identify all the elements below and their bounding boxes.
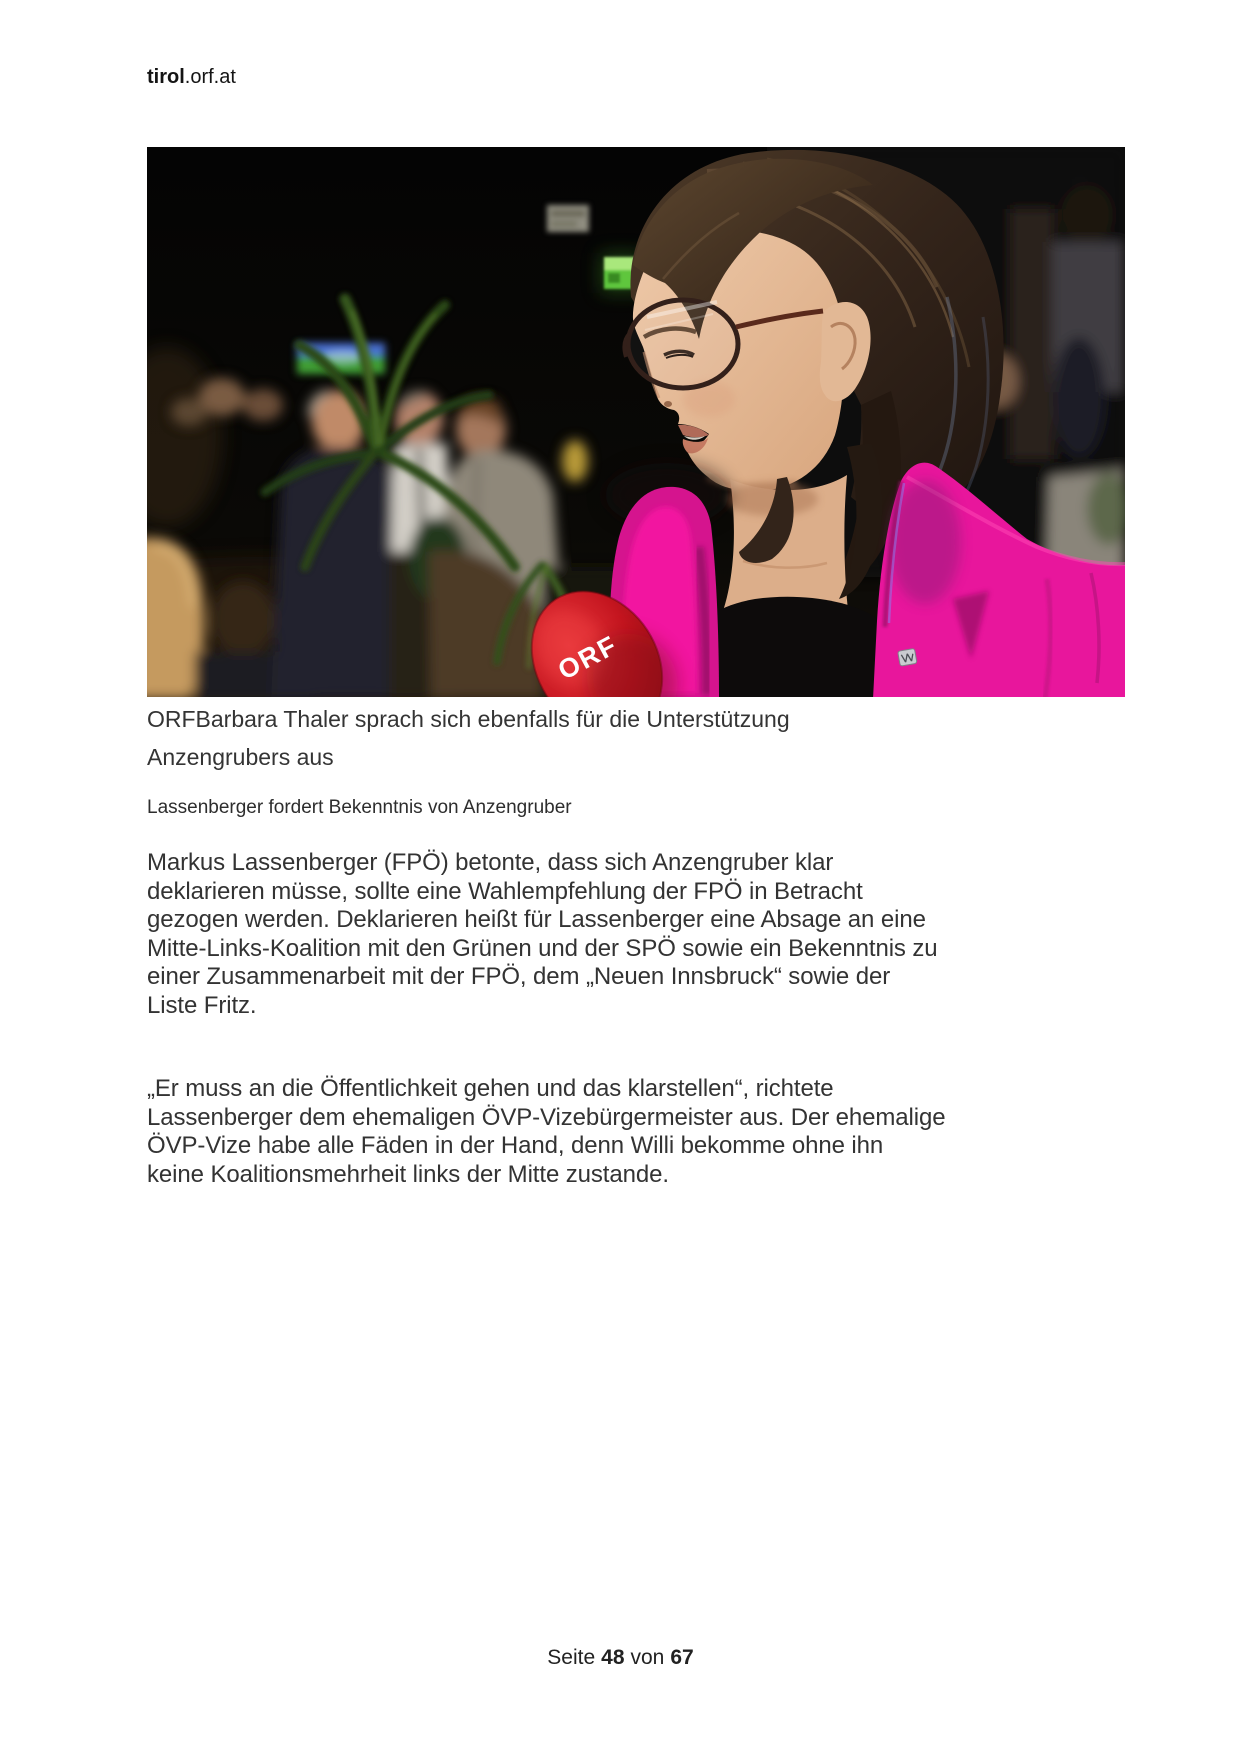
paragraph-line: gezogen werden. Deklarieren heißt für Lassenberger eine Absage an eine	[147, 906, 926, 934]
section-subheading: Lassenberger fordert Bekenntnis von Anzengruber	[147, 797, 572, 818]
paragraph-line: deklarieren müsse, sollte eine Wahlempfehlung der FPÖ in Betracht	[147, 877, 863, 905]
nostril	[664, 401, 672, 407]
paragraph-line: ÖVP-Vize habe alle Fäden in der Hand, denn Willi bekomme ohne ihn	[147, 1132, 884, 1160]
orf-pin	[898, 648, 917, 666]
paragraph-line: einer Zusammenarbeit mit der FPÖ, dem „Neuen Innsbruck“ sowie der	[147, 963, 891, 991]
paragraph-line: Mitte-Links-Koalition mit den Grünen und der SPÖ sowie ein Bekenntnis zu	[147, 934, 938, 962]
paragraph-line: Liste Fritz.	[147, 991, 257, 1019]
glasses-lens	[628, 300, 738, 388]
article-photo	[147, 147, 1125, 697]
paragraph-line: „Er muss an die Öffentlichkeit gehen und das klarstellen“, richtete	[147, 1075, 834, 1102]
footer-current-page: 48	[601, 1646, 625, 1669]
footer-total-pages: 67	[670, 1646, 694, 1669]
article-photo-canvas	[147, 147, 1125, 697]
grey-sign	[547, 205, 589, 232]
paragraph-line: keine Koalitionsmehrheit links der Mitte zustande.	[147, 1160, 669, 1188]
footer-label-seite: Seite	[547, 1646, 596, 1669]
footer-label-von: von	[630, 1646, 665, 1669]
caption-line-2: Anzengrubers aus	[147, 744, 334, 770]
bald-man-suit	[271, 448, 405, 697]
page-footer	[0, 1646, 1241, 1670]
paragraph-line: Lassenberger dem ehemaligen ÖVP-Vizebürgermeister aus. Der ehemalige	[147, 1103, 946, 1131]
yellow-scarf	[562, 440, 588, 482]
paragraph-1	[147, 849, 938, 1021]
site-name-rest: .orf.at	[184, 66, 236, 88]
site-header	[147, 66, 236, 89]
paragraph-line: Markus Lassenberger (FPÖ) betonte, dass sich Anzengruber klar	[147, 849, 834, 876]
paragraph-2	[147, 1075, 946, 1189]
site-name-bold: tirol	[147, 66, 185, 88]
orf-mic-label: ORF	[553, 629, 623, 686]
caption-line-1: ORFBarbara Thaler sprach sich ebenfalls für die Unterstützung	[147, 706, 790, 732]
photo-caption	[147, 700, 790, 776]
